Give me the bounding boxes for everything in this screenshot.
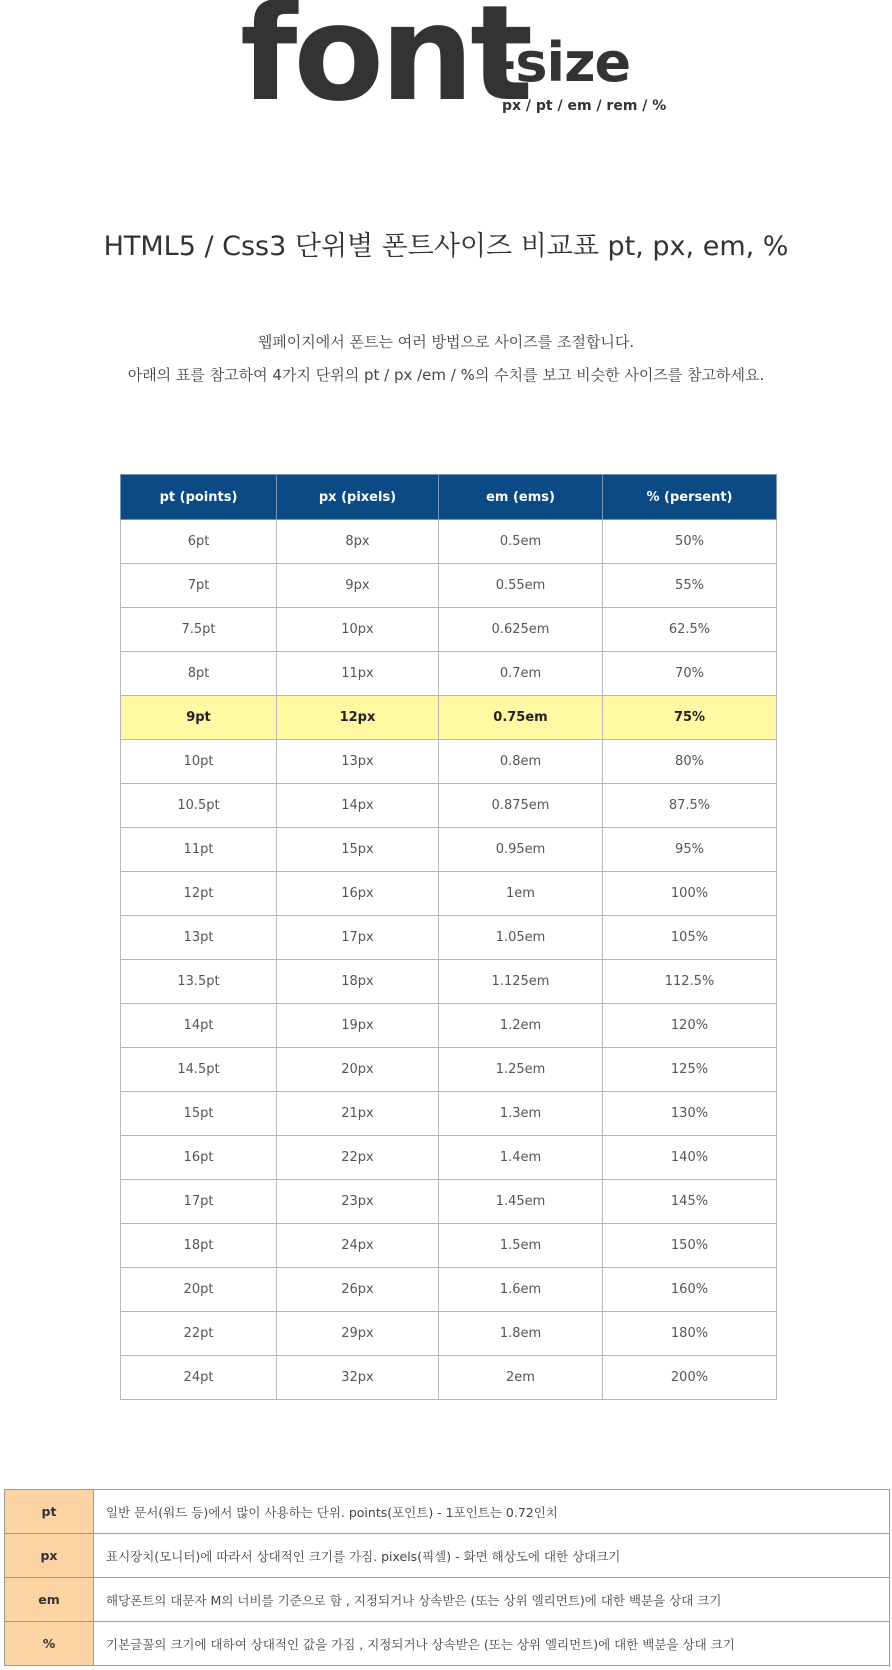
logo-units-text: px / pt / em / rem / % — [502, 98, 667, 114]
cell-em: 1.4em — [439, 1136, 603, 1180]
cell-em: 2em — [439, 1356, 603, 1400]
definition-term: pt — [5, 1490, 94, 1534]
cell-pt: 15pt — [121, 1092, 277, 1136]
cell-percent: 130% — [603, 1092, 777, 1136]
cell-percent: 180% — [603, 1312, 777, 1356]
header-px: px (pixels) — [277, 475, 439, 520]
cell-pt: 8pt — [121, 652, 277, 696]
cell-em: 0.5em — [439, 520, 603, 564]
unit-comparison-table — [120, 474, 777, 1400]
cell-percent: 62.5% — [603, 608, 777, 652]
cell-pt: 12pt — [121, 872, 277, 916]
intro-line-1: 웹페이지에서 폰트는 여러 방법으로 사이즈를 조절합니다. — [257, 333, 635, 351]
cell-percent: 80% — [603, 740, 777, 784]
intro-line-2: 아래의 표를 참고하여 4가지 단위의 pt / px /em / %의 수치를 보고 비슷한 사이즈를 참고하세요. — [127, 366, 765, 384]
table-row — [121, 916, 777, 960]
table-row — [121, 960, 777, 1004]
cell-px: 16px — [277, 872, 439, 916]
cell-percent: 87.5% — [603, 784, 777, 828]
intro-text — [0, 326, 892, 392]
cell-pt: 7.5pt — [121, 608, 277, 652]
cell-em: 1.5em — [439, 1224, 603, 1268]
cell-em: 0.7em — [439, 652, 603, 696]
definition-description: 일반 문서(워드 등)에서 많이 사용하는 단위. points(포인트) - 1포인트는 0.72인치 — [94, 1490, 890, 1534]
cell-percent: 70% — [603, 652, 777, 696]
cell-pt: 9pt — [121, 696, 277, 740]
cell-pt: 22pt — [121, 1312, 277, 1356]
cell-px: 19px — [277, 1004, 439, 1048]
definition-term: px — [5, 1534, 94, 1578]
cell-px: 23px — [277, 1180, 439, 1224]
cell-em: 1.05em — [439, 916, 603, 960]
cell-percent: 50% — [603, 520, 777, 564]
cell-pt: 10.5pt — [121, 784, 277, 828]
logo-suffix-text: -size — [494, 31, 631, 94]
cell-em: 0.625em — [439, 608, 603, 652]
table-row — [121, 872, 777, 916]
table-row — [121, 828, 777, 872]
cell-px: 32px — [277, 1356, 439, 1400]
cell-px: 22px — [277, 1136, 439, 1180]
cell-px: 24px — [277, 1224, 439, 1268]
cell-percent: 160% — [603, 1268, 777, 1312]
cell-pt: 17pt — [121, 1180, 277, 1224]
cell-percent: 75% — [603, 696, 777, 740]
cell-px: 18px — [277, 960, 439, 1004]
table-row — [121, 1312, 777, 1356]
cell-pt: 10pt — [121, 740, 277, 784]
cell-percent: 145% — [603, 1180, 777, 1224]
cell-percent: 140% — [603, 1136, 777, 1180]
cell-em: 1.8em — [439, 1312, 603, 1356]
cell-em: 0.95em — [439, 828, 603, 872]
cell-em: 1.45em — [439, 1180, 603, 1224]
cell-pt: 7pt — [121, 564, 277, 608]
cell-px: 17px — [277, 916, 439, 960]
definition-description: 기본글꼴의 크기에 대하여 상대적인 값을 가짐 , 지정되거나 상속받은 (또는 상위 엘리먼트)에 대한 백분을 상대 크기 — [94, 1622, 890, 1666]
cell-px: 12px — [277, 696, 439, 740]
definition-row — [5, 1534, 890, 1578]
definition-description: 해당폰트의 대문자 M의 너비를 기준으로 함 , 지정되거나 상속받은 (또는 상위 엘리먼트)에 대한 백분을 상대 크기 — [94, 1578, 890, 1622]
cell-pt: 13.5pt — [121, 960, 277, 1004]
table-header-row — [121, 475, 777, 520]
cell-percent: 125% — [603, 1048, 777, 1092]
table-row — [121, 1136, 777, 1180]
table-row — [121, 784, 777, 828]
definitions-body — [5, 1490, 890, 1666]
cell-em: 1.125em — [439, 960, 603, 1004]
cell-em: 1.6em — [439, 1268, 603, 1312]
definition-row — [5, 1622, 890, 1666]
cell-pt: 11pt — [121, 828, 277, 872]
cell-pt: 14pt — [121, 1004, 277, 1048]
cell-em: 1em — [439, 872, 603, 916]
table-row — [121, 1092, 777, 1136]
table-row — [121, 652, 777, 696]
cell-em: 0.55em — [439, 564, 603, 608]
header-pt: pt (points) — [121, 475, 277, 520]
cell-px: 20px — [277, 1048, 439, 1092]
cell-px: 10px — [277, 608, 439, 652]
unit-definitions-table — [4, 1489, 890, 1666]
cell-percent: 120% — [603, 1004, 777, 1048]
table-row — [121, 1048, 777, 1092]
header-percent: % (persent) — [603, 475, 777, 520]
cell-pt: 14.5pt — [121, 1048, 277, 1092]
table-row — [121, 1180, 777, 1224]
table-row-highlighted — [121, 696, 777, 740]
cell-percent: 200% — [603, 1356, 777, 1400]
table-row — [121, 740, 777, 784]
table-row — [121, 520, 777, 564]
logo-main-text: font — [240, 0, 530, 131]
cell-pt: 20pt — [121, 1268, 277, 1312]
cell-pt: 13pt — [121, 916, 277, 960]
cell-em: 1.2em — [439, 1004, 603, 1048]
cell-px: 14px — [277, 784, 439, 828]
definition-term: em — [5, 1578, 94, 1622]
cell-pt: 6pt — [121, 520, 277, 564]
cell-percent: 100% — [603, 872, 777, 916]
cell-percent: 112.5% — [603, 960, 777, 1004]
table-row — [121, 1004, 777, 1048]
table-body — [121, 520, 777, 1400]
cell-percent: 95% — [603, 828, 777, 872]
cell-px: 13px — [277, 740, 439, 784]
cell-percent: 150% — [603, 1224, 777, 1268]
cell-pt: 24pt — [121, 1356, 277, 1400]
table-row — [121, 1356, 777, 1400]
cell-em: 1.25em — [439, 1048, 603, 1092]
definition-row — [5, 1578, 890, 1622]
cell-em: 0.8em — [439, 740, 603, 784]
cell-px: 15px — [277, 828, 439, 872]
cell-px: 8px — [277, 520, 439, 564]
header-em: em (ems) — [439, 475, 603, 520]
table-row — [121, 1224, 777, 1268]
cell-px: 26px — [277, 1268, 439, 1312]
cell-pt: 16pt — [121, 1136, 277, 1180]
cell-percent: 105% — [603, 916, 777, 960]
cell-em: 1.3em — [439, 1092, 603, 1136]
cell-px: 9px — [277, 564, 439, 608]
cell-pt: 18pt — [121, 1224, 277, 1268]
font-size-logo — [0, 0, 892, 130]
table-row — [121, 608, 777, 652]
cell-px: 21px — [277, 1092, 439, 1136]
cell-px: 11px — [277, 652, 439, 696]
cell-px: 29px — [277, 1312, 439, 1356]
definition-row — [5, 1490, 890, 1534]
table-row — [121, 564, 777, 608]
cell-em: 0.75em — [439, 696, 603, 740]
definition-term: % — [5, 1622, 94, 1666]
cell-percent: 55% — [603, 564, 777, 608]
cell-em: 0.875em — [439, 784, 603, 828]
table-row — [121, 1268, 777, 1312]
page-title: HTML5 / Css3 단위별 폰트사이즈 비교표 pt, px, em, % — [103, 231, 789, 262]
definition-description: 표시장치(모니터)에 따라서 상대적인 크기를 가짐. pixels(픽셀) - 화면 해상도에 대한 상대크기 — [94, 1534, 890, 1578]
